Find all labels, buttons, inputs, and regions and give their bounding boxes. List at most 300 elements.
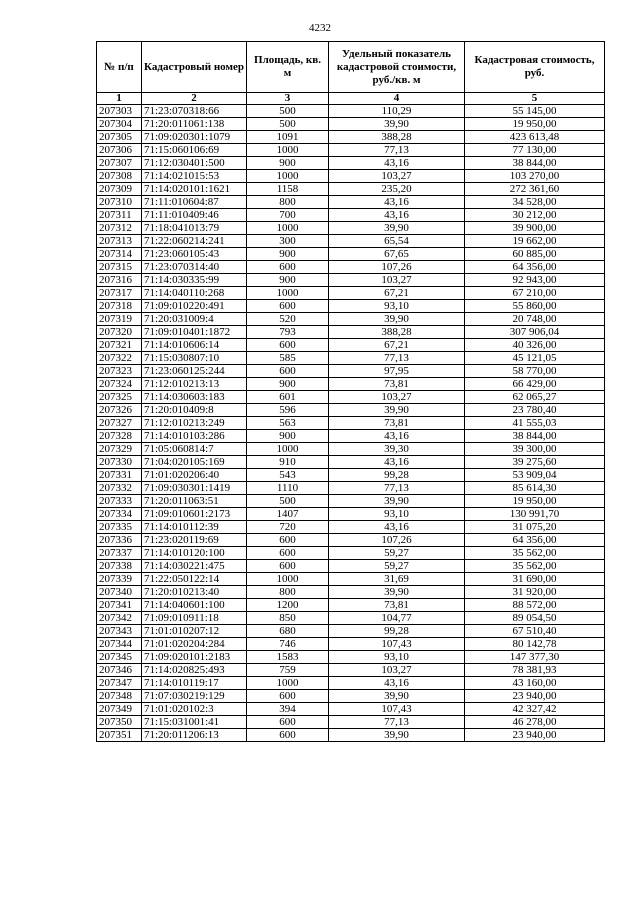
row-number-cell: 207314 — [97, 248, 142, 261]
row-number-cell: 207303 — [97, 105, 142, 118]
area-cell: 900 — [247, 274, 329, 287]
cadastral-number-cell: 71:23:060125:244 — [142, 365, 247, 378]
unit-rate-cell: 31,69 — [329, 573, 465, 586]
cadastral-number-cell: 71:22:060214:241 — [142, 235, 247, 248]
cadastral-cost-cell: 40 326,00 — [465, 339, 605, 352]
cadastral-number-cell: 71:15:030807:10 — [142, 352, 247, 365]
row-number-cell: 207322 — [97, 352, 142, 365]
area-cell: 600 — [247, 690, 329, 703]
area-cell: 700 — [247, 209, 329, 222]
table-row — [97, 651, 605, 664]
area-cell: 1110 — [247, 482, 329, 495]
unit-rate-cell: 73,81 — [329, 417, 465, 430]
column-index: 2 — [142, 93, 247, 105]
table-row — [97, 170, 605, 183]
table-row — [97, 612, 605, 625]
row-number-cell: 207350 — [97, 716, 142, 729]
table-row — [97, 313, 605, 326]
row-number-cell: 207319 — [97, 313, 142, 326]
cadastral-number-cell: 71:01:020102:3 — [142, 703, 247, 716]
area-cell: 680 — [247, 625, 329, 638]
area-cell: 800 — [247, 586, 329, 599]
header-cadastral-number: Кадастровый номер — [142, 42, 247, 93]
area-cell: 543 — [247, 469, 329, 482]
cadastral-cost-cell: 46 278,00 — [465, 716, 605, 729]
cadastral-number-cell: 71:14:010103:286 — [142, 430, 247, 443]
unit-rate-cell: 93,10 — [329, 300, 465, 313]
area-cell: 1000 — [247, 170, 329, 183]
unit-rate-cell: 43,16 — [329, 209, 465, 222]
area-cell: 900 — [247, 430, 329, 443]
area-cell: 1000 — [247, 144, 329, 157]
cadastral-cost-cell: 64 356,00 — [465, 261, 605, 274]
cadastral-cost-cell: 89 054,50 — [465, 612, 605, 625]
row-number-cell: 207316 — [97, 274, 142, 287]
row-number-cell: 207328 — [97, 430, 142, 443]
row-number-cell: 207331 — [97, 469, 142, 482]
area-cell: 300 — [247, 235, 329, 248]
unit-rate-cell: 97,95 — [329, 365, 465, 378]
area-cell: 600 — [247, 547, 329, 560]
cadastral-number-cell: 71:12:030401:500 — [142, 157, 247, 170]
area-cell: 746 — [247, 638, 329, 651]
row-number-cell: 207311 — [97, 209, 142, 222]
table-row — [97, 508, 605, 521]
cadastral-cost-cell: 19 950,00 — [465, 118, 605, 131]
row-number-cell: 207329 — [97, 443, 142, 456]
table-row — [97, 495, 605, 508]
unit-rate-cell: 39,90 — [329, 118, 465, 131]
header-unit-rate: Удельный показатель кадастровой стоимости, руб./кв. м — [329, 42, 465, 93]
table-row — [97, 573, 605, 586]
unit-rate-cell: 43,16 — [329, 157, 465, 170]
cadastral-number-cell: 71:14:020101:1621 — [142, 183, 247, 196]
row-number-cell: 207347 — [97, 677, 142, 690]
table-body — [97, 105, 605, 742]
table-row — [97, 105, 605, 118]
table-row — [97, 443, 605, 456]
table-row — [97, 118, 605, 131]
unit-rate-cell: 43,16 — [329, 521, 465, 534]
row-number-cell: 207308 — [97, 170, 142, 183]
area-cell: 600 — [247, 534, 329, 547]
row-number-cell: 207315 — [97, 261, 142, 274]
cadastral-number-cell: 71:22:050122:14 — [142, 573, 247, 586]
unit-rate-cell: 107,26 — [329, 261, 465, 274]
table-row — [97, 235, 605, 248]
area-cell: 1000 — [247, 287, 329, 300]
row-number-cell: 207348 — [97, 690, 142, 703]
cadastral-cost-cell: 272 361,60 — [465, 183, 605, 196]
cadastral-number-cell: 71:12:010213:249 — [142, 417, 247, 430]
table-row — [97, 261, 605, 274]
area-cell: 600 — [247, 261, 329, 274]
column-index: 3 — [247, 93, 329, 105]
unit-rate-cell: 93,10 — [329, 651, 465, 664]
table-row — [97, 469, 605, 482]
cadastral-cost-cell: 23 940,00 — [465, 729, 605, 742]
area-cell: 1000 — [247, 677, 329, 690]
cadastral-number-cell: 71:14:021015:53 — [142, 170, 247, 183]
table-row — [97, 144, 605, 157]
table-row — [97, 274, 605, 287]
area-cell: 585 — [247, 352, 329, 365]
cadastral-cost-cell: 19 662,00 — [465, 235, 605, 248]
unit-rate-cell: 388,28 — [329, 326, 465, 339]
cadastral-number-cell: 71:09:010601:2173 — [142, 508, 247, 521]
area-cell: 1091 — [247, 131, 329, 144]
unit-rate-cell: 39,90 — [329, 313, 465, 326]
row-number-cell: 207317 — [97, 287, 142, 300]
cadastral-number-cell: 71:14:030221:475 — [142, 560, 247, 573]
column-index: 5 — [465, 93, 605, 105]
table-row — [97, 222, 605, 235]
unit-rate-cell: 103,27 — [329, 391, 465, 404]
unit-rate-cell: 39,90 — [329, 586, 465, 599]
cadastral-number-cell: 71:09:010220:491 — [142, 300, 247, 313]
header-area: Площадь, кв. м — [247, 42, 329, 93]
unit-rate-cell: 67,21 — [329, 339, 465, 352]
row-number-cell: 207304 — [97, 118, 142, 131]
cadastral-cost-cell: 34 528,00 — [465, 196, 605, 209]
cadastral-cost-cell: 23 940,00 — [465, 690, 605, 703]
cadastral-number-cell: 71:07:030219:129 — [142, 690, 247, 703]
table-row — [97, 352, 605, 365]
table-row — [97, 365, 605, 378]
cadastral-cost-cell: 78 381,93 — [465, 664, 605, 677]
row-number-cell: 207335 — [97, 521, 142, 534]
row-number-cell: 207321 — [97, 339, 142, 352]
row-number-cell: 207306 — [97, 144, 142, 157]
table-row — [97, 248, 605, 261]
cadastral-number-cell: 71:23:070314:40 — [142, 261, 247, 274]
cadastral-number-cell: 71:14:040601:100 — [142, 599, 247, 612]
cadastral-number-cell: 71:14:040110:268 — [142, 287, 247, 300]
cadastral-number-cell: 71:20:010409:8 — [142, 404, 247, 417]
table-row — [97, 417, 605, 430]
cadastral-cost-cell: 39 275,60 — [465, 456, 605, 469]
area-cell: 600 — [247, 729, 329, 742]
area-cell: 600 — [247, 300, 329, 313]
area-cell: 500 — [247, 105, 329, 118]
cadastral-number-cell: 71:11:010409:46 — [142, 209, 247, 222]
cadastral-number-cell: 71:09:020301:1079 — [142, 131, 247, 144]
cadastral-cost-cell: 31 075,20 — [465, 521, 605, 534]
unit-rate-cell: 43,16 — [329, 196, 465, 209]
cadastral-number-cell: 71:20:031009:4 — [142, 313, 247, 326]
table-row — [97, 378, 605, 391]
area-cell: 850 — [247, 612, 329, 625]
cadastral-number-cell: 71:14:020825:493 — [142, 664, 247, 677]
header-cadastral-cost: Кадастровая стоимость, руб. — [465, 42, 605, 93]
row-number-cell: 207320 — [97, 326, 142, 339]
cadastral-cost-cell: 92 943,00 — [465, 274, 605, 287]
table-header-row — [97, 42, 605, 93]
cadastral-cost-cell: 43 160,00 — [465, 677, 605, 690]
row-number-cell: 207310 — [97, 196, 142, 209]
table-row — [97, 300, 605, 313]
cadastral-cost-cell: 103 270,00 — [465, 170, 605, 183]
cadastral-number-cell: 71:20:011063:51 — [142, 495, 247, 508]
unit-rate-cell: 235,20 — [329, 183, 465, 196]
cadastral-value-table — [96, 41, 605, 742]
row-number-cell: 207332 — [97, 482, 142, 495]
cadastral-number-cell: 71:18:041013:79 — [142, 222, 247, 235]
area-cell: 500 — [247, 118, 329, 131]
cadastral-cost-cell: 77 130,00 — [465, 144, 605, 157]
row-number-cell: 207323 — [97, 365, 142, 378]
row-number-cell: 207341 — [97, 599, 142, 612]
unit-rate-cell: 77,13 — [329, 352, 465, 365]
table-row — [97, 339, 605, 352]
table-row — [97, 703, 605, 716]
cadastral-cost-cell: 55 860,00 — [465, 300, 605, 313]
cadastral-cost-cell: 66 429,00 — [465, 378, 605, 391]
table-row — [97, 391, 605, 404]
area-cell: 800 — [247, 196, 329, 209]
header-row-number: № п/п — [97, 42, 142, 93]
cadastral-number-cell: 71:05:060814:7 — [142, 443, 247, 456]
area-cell: 1407 — [247, 508, 329, 521]
table-row — [97, 196, 605, 209]
unit-rate-cell: 77,13 — [329, 716, 465, 729]
cadastral-number-cell: 71:20:010213:40 — [142, 586, 247, 599]
row-number-cell: 207325 — [97, 391, 142, 404]
unit-rate-cell: 39,90 — [329, 729, 465, 742]
cadastral-number-cell: 71:01:010207:12 — [142, 625, 247, 638]
cadastral-number-cell: 71:14:010120:100 — [142, 547, 247, 560]
unit-rate-cell: 104,77 — [329, 612, 465, 625]
cadastral-cost-cell: 67 510,40 — [465, 625, 605, 638]
cadastral-cost-cell: 20 748,00 — [465, 313, 605, 326]
area-cell: 600 — [247, 339, 329, 352]
cadastral-cost-cell: 423 613,48 — [465, 131, 605, 144]
row-number-cell: 207346 — [97, 664, 142, 677]
unit-rate-cell: 43,16 — [329, 430, 465, 443]
table-row — [97, 430, 605, 443]
cadastral-cost-cell: 53 909,04 — [465, 469, 605, 482]
unit-rate-cell: 67,21 — [329, 287, 465, 300]
cadastral-cost-cell: 45 121,05 — [465, 352, 605, 365]
area-cell: 910 — [247, 456, 329, 469]
cadastral-cost-cell: 41 555,03 — [465, 417, 605, 430]
unit-rate-cell: 103,27 — [329, 274, 465, 287]
table-row — [97, 560, 605, 573]
area-cell: 563 — [247, 417, 329, 430]
table-row — [97, 716, 605, 729]
row-number-cell: 207326 — [97, 404, 142, 417]
cadastral-number-cell: 71:09:020101:2183 — [142, 651, 247, 664]
area-cell: 520 — [247, 313, 329, 326]
row-number-cell: 207327 — [97, 417, 142, 430]
row-number-cell: 207338 — [97, 560, 142, 573]
column-index: 4 — [329, 93, 465, 105]
cadastral-number-cell: 71:12:010213:13 — [142, 378, 247, 391]
cadastral-cost-cell: 80 142,78 — [465, 638, 605, 651]
table-row — [97, 521, 605, 534]
cadastral-number-cell: 71:20:011206:13 — [142, 729, 247, 742]
unit-rate-cell: 99,28 — [329, 469, 465, 482]
unit-rate-cell: 107,26 — [329, 534, 465, 547]
cadastral-number-cell: 71:09:030301:1419 — [142, 482, 247, 495]
cadastral-number-cell: 71:11:010604:87 — [142, 196, 247, 209]
cadastral-number-cell: 71:14:010112:39 — [142, 521, 247, 534]
unit-rate-cell: 65,54 — [329, 235, 465, 248]
table-row — [97, 586, 605, 599]
unit-rate-cell: 77,13 — [329, 482, 465, 495]
cadastral-number-cell: 71:09:010911:18 — [142, 612, 247, 625]
area-cell: 900 — [247, 378, 329, 391]
table-row — [97, 534, 605, 547]
area-cell: 1158 — [247, 183, 329, 196]
row-number-cell: 207340 — [97, 586, 142, 599]
table-row — [97, 326, 605, 339]
cadastral-cost-cell: 60 885,00 — [465, 248, 605, 261]
table-row — [97, 690, 605, 703]
area-cell: 601 — [247, 391, 329, 404]
unit-rate-cell: 39,90 — [329, 222, 465, 235]
cadastral-cost-cell: 130 991,70 — [465, 508, 605, 521]
unit-rate-cell: 103,27 — [329, 170, 465, 183]
row-number-cell: 207337 — [97, 547, 142, 560]
table-row — [97, 677, 605, 690]
area-cell: 793 — [247, 326, 329, 339]
cadastral-cost-cell: 55 145,00 — [465, 105, 605, 118]
cadastral-cost-cell: 42 327,42 — [465, 703, 605, 716]
unit-rate-cell: 73,81 — [329, 599, 465, 612]
column-index: 1 — [97, 93, 142, 105]
area-cell: 1000 — [247, 443, 329, 456]
cadastral-number-cell: 71:14:030335:99 — [142, 274, 247, 287]
unit-rate-cell: 93,10 — [329, 508, 465, 521]
area-cell: 1000 — [247, 222, 329, 235]
unit-rate-cell: 59,27 — [329, 547, 465, 560]
row-number-cell: 207318 — [97, 300, 142, 313]
cadastral-number-cell: 71:01:020206:40 — [142, 469, 247, 482]
table-row — [97, 287, 605, 300]
table-row — [97, 625, 605, 638]
row-number-cell: 207305 — [97, 131, 142, 144]
unit-rate-cell: 388,28 — [329, 131, 465, 144]
row-number-cell: 207344 — [97, 638, 142, 651]
cadastral-number-cell: 71:14:030603:183 — [142, 391, 247, 404]
cadastral-cost-cell: 39 300,00 — [465, 443, 605, 456]
table-row — [97, 482, 605, 495]
cadastral-cost-cell: 31 690,00 — [465, 573, 605, 586]
page-number: 4232 — [309, 22, 331, 34]
area-cell: 759 — [247, 664, 329, 677]
unit-rate-cell: 73,81 — [329, 378, 465, 391]
table-row — [97, 547, 605, 560]
cadastral-number-cell: 71:14:010119:17 — [142, 677, 247, 690]
cadastral-number-cell: 71:15:060106:69 — [142, 144, 247, 157]
cadastral-cost-cell: 38 844,00 — [465, 157, 605, 170]
cadastral-cost-cell: 39 900,00 — [465, 222, 605, 235]
row-number-cell: 207313 — [97, 235, 142, 248]
cadastral-number-cell: 71:14:010606:14 — [142, 339, 247, 352]
row-number-cell: 207343 — [97, 625, 142, 638]
cadastral-cost-cell: 30 212,00 — [465, 209, 605, 222]
row-number-cell: 207334 — [97, 508, 142, 521]
area-cell: 1200 — [247, 599, 329, 612]
cadastral-cost-cell: 38 844,00 — [465, 430, 605, 443]
unit-rate-cell: 107,43 — [329, 638, 465, 651]
unit-rate-cell: 107,43 — [329, 703, 465, 716]
area-cell: 600 — [247, 716, 329, 729]
row-number-cell: 207309 — [97, 183, 142, 196]
cadastral-cost-cell: 62 065,27 — [465, 391, 605, 404]
area-cell: 900 — [247, 248, 329, 261]
cadastral-number-cell: 71:23:070318:66 — [142, 105, 247, 118]
table-row — [97, 599, 605, 612]
area-cell: 900 — [247, 157, 329, 170]
area-cell: 596 — [247, 404, 329, 417]
table-row — [97, 404, 605, 417]
unit-rate-cell: 110,29 — [329, 105, 465, 118]
area-cell: 500 — [247, 495, 329, 508]
cadastral-cost-cell: 31 920,00 — [465, 586, 605, 599]
cadastral-number-cell: 71:01:020204:284 — [142, 638, 247, 651]
cadastral-cost-cell: 307 906,04 — [465, 326, 605, 339]
area-cell: 394 — [247, 703, 329, 716]
column-index-row — [97, 93, 605, 105]
row-number-cell: 207336 — [97, 534, 142, 547]
unit-rate-cell: 39,90 — [329, 690, 465, 703]
row-number-cell: 207351 — [97, 729, 142, 742]
table-row — [97, 456, 605, 469]
cadastral-cost-cell: 147 377,30 — [465, 651, 605, 664]
row-number-cell: 207349 — [97, 703, 142, 716]
area-cell: 600 — [247, 365, 329, 378]
row-number-cell: 207312 — [97, 222, 142, 235]
unit-rate-cell: 103,27 — [329, 664, 465, 677]
unit-rate-cell: 99,28 — [329, 625, 465, 638]
area-cell: 1000 — [247, 573, 329, 586]
cadastral-cost-cell: 35 562,00 — [465, 547, 605, 560]
row-number-cell: 207333 — [97, 495, 142, 508]
cadastral-cost-cell: 85 614,30 — [465, 482, 605, 495]
table-row — [97, 131, 605, 144]
cadastral-cost-cell: 64 356,00 — [465, 534, 605, 547]
row-number-cell: 207342 — [97, 612, 142, 625]
unit-rate-cell: 39,90 — [329, 495, 465, 508]
area-cell: 1583 — [247, 651, 329, 664]
cadastral-number-cell: 71:23:060105:43 — [142, 248, 247, 261]
unit-rate-cell: 43,16 — [329, 677, 465, 690]
cadastral-cost-cell: 58 770,00 — [465, 365, 605, 378]
cadastral-cost-cell: 23 780,40 — [465, 404, 605, 417]
row-number-cell: 207345 — [97, 651, 142, 664]
table-row — [97, 729, 605, 742]
cadastral-cost-cell: 19 950,00 — [465, 495, 605, 508]
row-number-cell: 207330 — [97, 456, 142, 469]
cadastral-number-cell: 71:09:010401:1872 — [142, 326, 247, 339]
table-row — [97, 209, 605, 222]
row-number-cell: 207324 — [97, 378, 142, 391]
cadastral-cost-cell: 35 562,00 — [465, 560, 605, 573]
cadastral-cost-cell: 88 572,00 — [465, 599, 605, 612]
cadastral-number-cell: 71:04:020105:169 — [142, 456, 247, 469]
unit-rate-cell: 39,90 — [329, 404, 465, 417]
cadastral-number-cell: 71:15:031001:41 — [142, 716, 247, 729]
cadastral-number-cell: 71:23:020119:69 — [142, 534, 247, 547]
unit-rate-cell: 39,30 — [329, 443, 465, 456]
area-cell: 600 — [247, 560, 329, 573]
area-cell: 720 — [247, 521, 329, 534]
table-row — [97, 183, 605, 196]
cadastral-number-cell: 71:20:011061:138 — [142, 118, 247, 131]
unit-rate-cell: 77,13 — [329, 144, 465, 157]
